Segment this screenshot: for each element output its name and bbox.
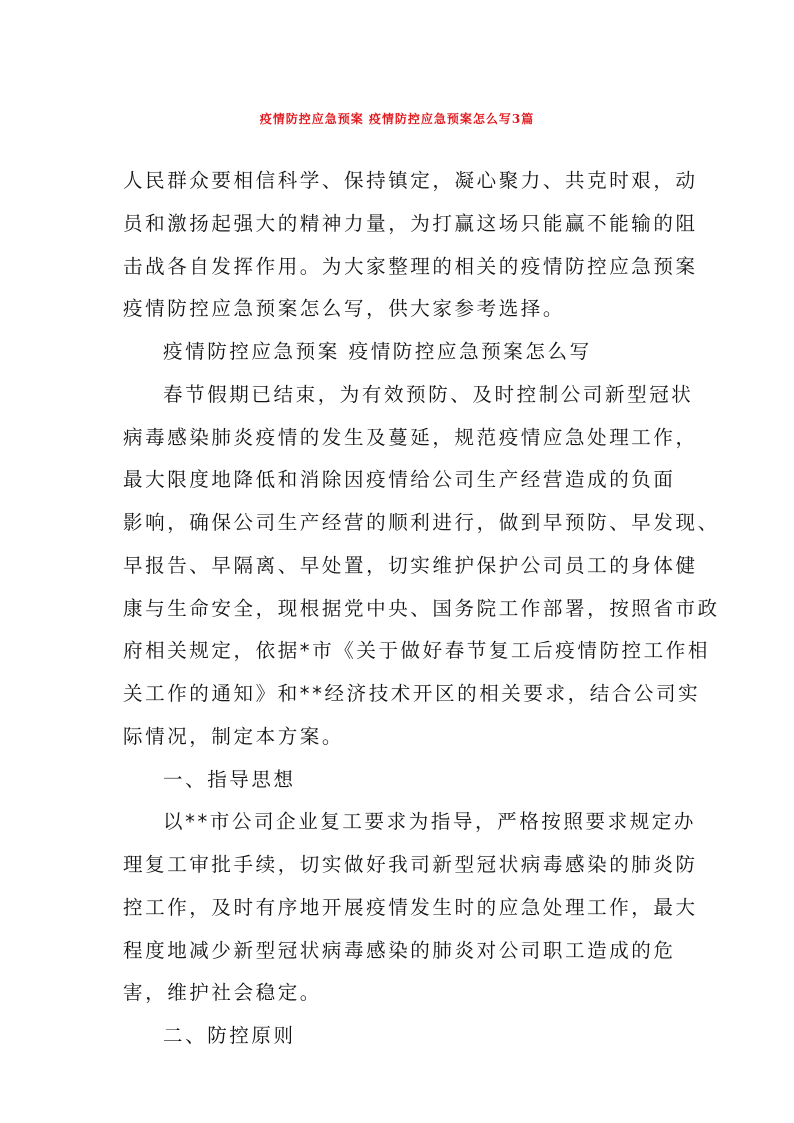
paragraph-line: 府相关规定，依据*市《关于做好春节复工后疫情防控工作相 bbox=[123, 639, 710, 662]
paragraph-line: 病毒感染肺炎疫情的发生及蔓延，规范疫情应急处理工作， bbox=[123, 426, 698, 449]
paragraph-line: 程度地减少新型冠状病毒感染的肺炎对公司职工造成的危 bbox=[123, 939, 676, 962]
paragraph-line: 控工作，及时有序地开展疫情发生时的应急处理工作，最大 bbox=[123, 896, 698, 919]
paragraph-line: 春节假期已结束，为有效预防、及时控制公司新型冠状 bbox=[163, 383, 694, 406]
paragraph-line: 际情况，制定本方案。 bbox=[123, 725, 345, 748]
section-heading: 二、防控原则 bbox=[163, 1024, 296, 1047]
paragraph-line: 员和激扬起强大的精神力量，为打赢这场只能赢不能输的阻 bbox=[123, 212, 698, 235]
paragraph-line: 早报告、早隔离、早处置，切实维护保护公司员工的身体健 bbox=[123, 554, 698, 577]
paragraph-line: 关工作的通知》和**经济技术开区的相关要求，结合公司实 bbox=[123, 682, 701, 705]
paragraph-line: 理复工审批手续，切实做好我司新型冠状病毒感染的肺炎防 bbox=[123, 853, 698, 876]
section-heading: 疫情防控应急预案 疫情防控应急预案怎么写 bbox=[163, 340, 592, 363]
paragraph-line: 康与生命安全，现根据党中央、国务院工作部署，按照省市政 bbox=[123, 597, 720, 620]
paragraph-line: 以**市公司企业复工要求为指导，严格按照要求规定办 bbox=[163, 810, 697, 833]
section-heading: 一、指导思想 bbox=[163, 768, 296, 791]
document-title: 疫情防控应急预案 疫情防控应急预案怎么写3篇 bbox=[259, 112, 535, 126]
paragraph-line: 最大限度地降低和消除因疫情给公司生产经营造成的负面 bbox=[123, 468, 676, 491]
paragraph-line: 击战各自发挥作用。为大家整理的相关的疫情防控应急预案 bbox=[123, 255, 698, 278]
paragraph-line: 害，维护社会稳定。 bbox=[123, 981, 322, 1004]
paragraph-line: 影响，确保公司生产经营的顺利进行，做到早预防、早发现、 bbox=[123, 511, 720, 534]
paragraph-line: 人民群众要相信科学、保持镇定，凝心聚力、共克时艰，动 bbox=[123, 169, 698, 192]
paragraph-line: 疫情防控应急预案怎么写，供大家参考选择。 bbox=[123, 297, 566, 320]
